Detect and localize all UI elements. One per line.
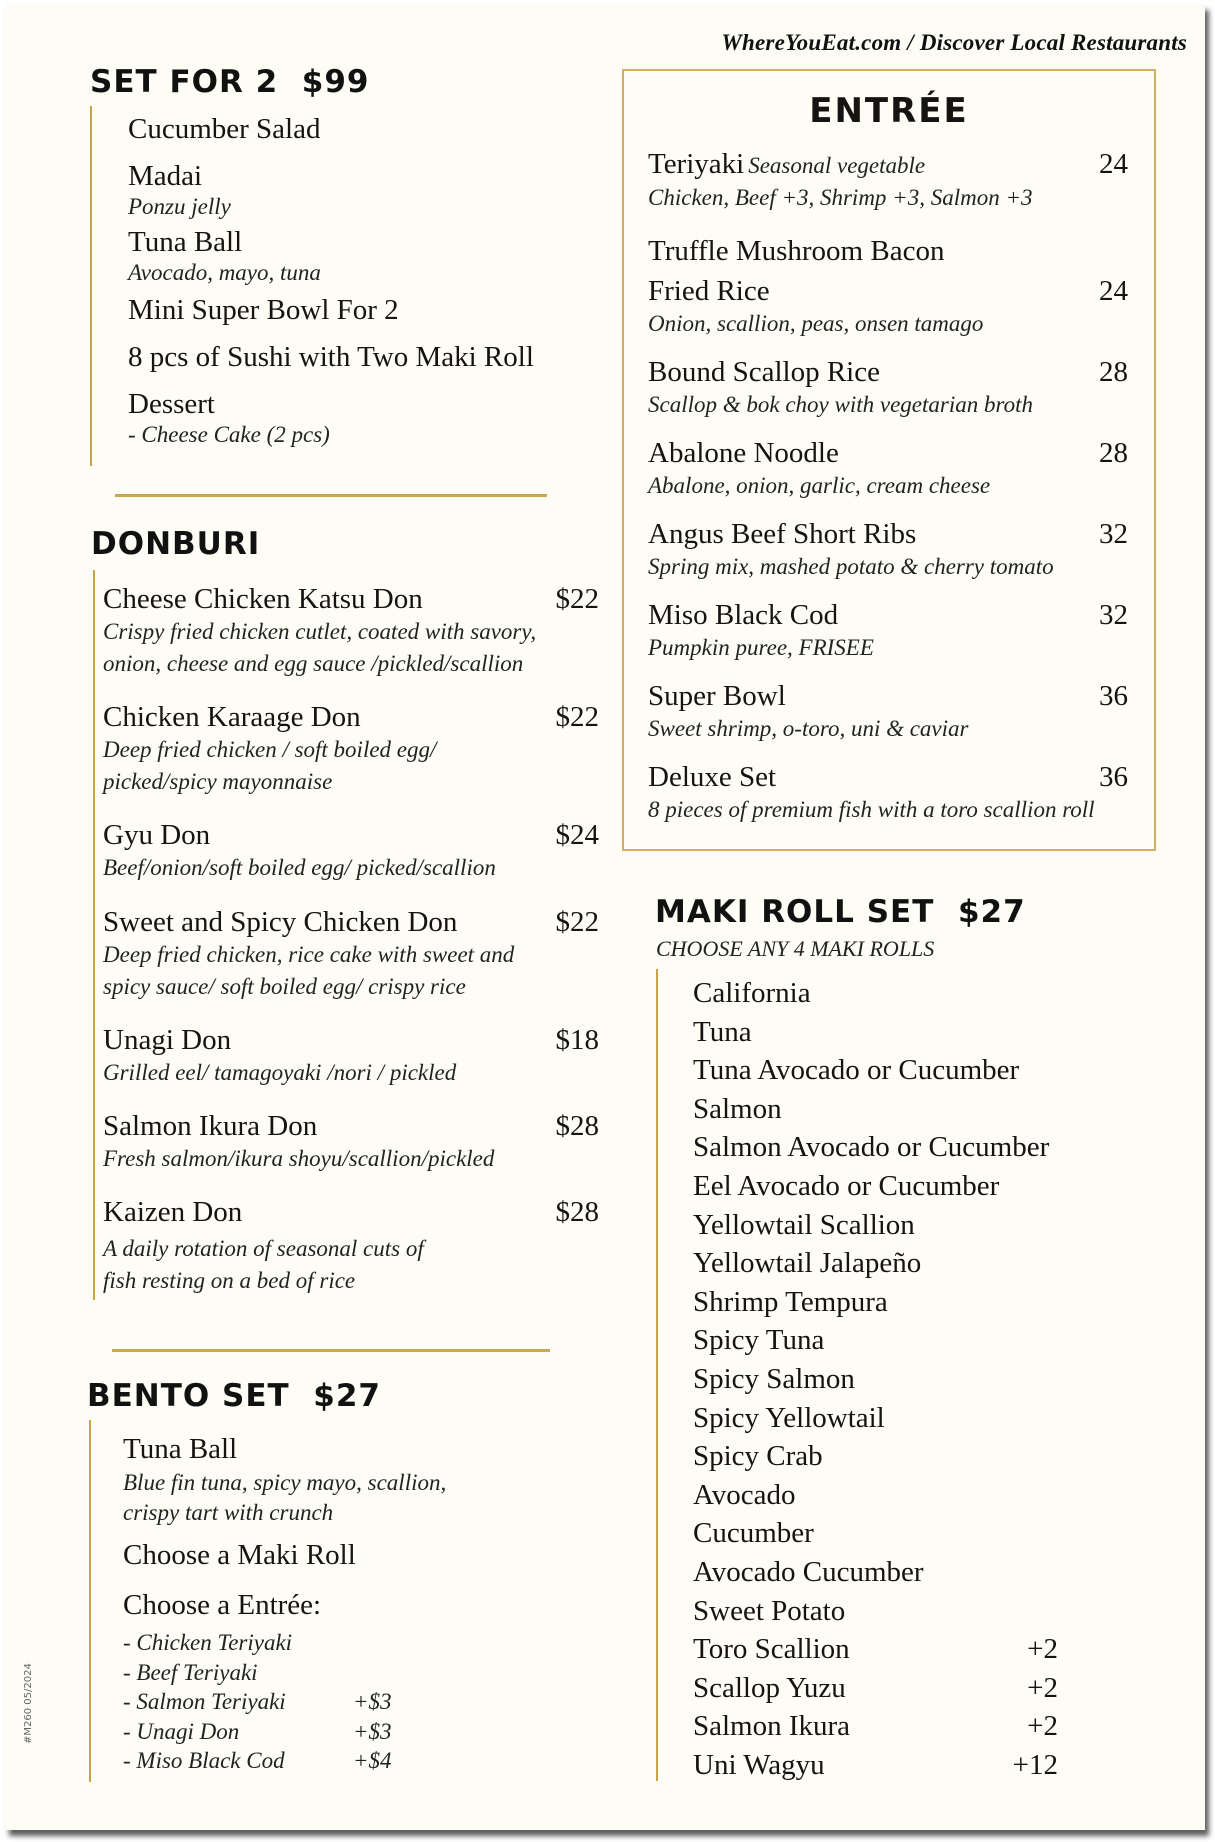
maki-item: Tuna Avocado or Cucumber bbox=[693, 1054, 1020, 1087]
item-name: Abalone Noodle bbox=[648, 437, 839, 469]
item-price: $28 bbox=[555, 1110, 599, 1142]
item-desc: spicy sauce/ soft boiled egg/ crispy rice bbox=[103, 974, 466, 999]
set-item-desc: Avocado, mayo, tuna bbox=[128, 260, 321, 285]
entree-item bbox=[648, 760, 1128, 826]
entree-item bbox=[648, 598, 1128, 679]
donburi-item bbox=[103, 818, 599, 905]
item-price: $24 bbox=[555, 819, 599, 851]
donburi-item bbox=[103, 1195, 599, 1297]
item-desc: 8 pieces of premium fish with a toro scallion roll bbox=[648, 797, 1095, 822]
entree-item bbox=[648, 355, 1128, 436]
item-price: 24 bbox=[1099, 275, 1128, 307]
maki-item: Cucumber bbox=[693, 1517, 814, 1550]
donburi-item bbox=[103, 700, 599, 818]
entree-list bbox=[648, 147, 1128, 826]
item-price: $22 bbox=[555, 906, 599, 938]
watermark: WhereYouEat.com / Discover Local Restaurants bbox=[721, 30, 1187, 55]
bento-tuna-ball: Tuna Ball bbox=[123, 1433, 238, 1465]
divider bbox=[115, 494, 547, 497]
entree-item bbox=[648, 147, 1128, 234]
maki-item: Scallop Yuzu +2 bbox=[693, 1671, 1058, 1704]
maki-item: Sweet Potato bbox=[693, 1594, 846, 1627]
item-name: Cheese Chicken Katsu Don bbox=[103, 583, 423, 615]
item-desc: Grilled eel/ tamagoyaki /nori / pickled bbox=[103, 1060, 457, 1085]
entree-item bbox=[648, 679, 1128, 760]
item-desc: Abalone, onion, garlic, cream cheese bbox=[648, 473, 991, 498]
item-desc: Spring mix, mashed potato & cherry tomato bbox=[648, 554, 1054, 579]
item-price: 36 bbox=[1099, 761, 1128, 793]
maki-item: Tuna bbox=[693, 1015, 752, 1048]
donburi-item bbox=[103, 582, 599, 700]
set-item: Cucumber Salad bbox=[128, 113, 321, 145]
donburi-bar bbox=[93, 570, 95, 1300]
item-desc: Pumpkin puree, FRISEE bbox=[648, 635, 874, 660]
set-item: Mini Super Bowl For 2 bbox=[128, 294, 399, 326]
maki-item: Spicy Yellowtail bbox=[693, 1401, 885, 1434]
item-name: Teriyaki bbox=[648, 148, 745, 180]
bento-option: - Miso Black Cod +$4 bbox=[123, 1748, 392, 1773]
item-inline-desc: Seasonal vegetable bbox=[748, 153, 926, 178]
item-desc: onion, cheese and egg sauce /pickled/scallion bbox=[103, 651, 524, 676]
entree-item bbox=[648, 234, 1128, 274]
item-price: 36 bbox=[1099, 680, 1128, 712]
set-item: Dessert bbox=[128, 388, 215, 420]
bento-tuna-desc: crispy tart with crunch bbox=[123, 1500, 334, 1525]
item-name: Chicken Karaage Don bbox=[103, 701, 361, 733]
bento-option: - Unagi Don +$3 bbox=[123, 1718, 392, 1744]
item-desc: A daily rotation of seasonal cuts of bbox=[103, 1236, 424, 1261]
maki-item: Spicy Salmon bbox=[693, 1362, 855, 1395]
maki-bar bbox=[656, 969, 658, 1781]
item-name: Sweet and Spicy Chicken Don bbox=[103, 906, 458, 938]
maki-item: Eel Avocado or Cucumber bbox=[693, 1169, 1000, 1202]
item-desc: Fresh salmon/ikura shoyu/scallion/pickled bbox=[103, 1146, 495, 1171]
item-price: $22 bbox=[555, 701, 599, 733]
divider bbox=[112, 1349, 550, 1352]
bento-choose-entree: Choose a Entrée: bbox=[123, 1589, 322, 1621]
donburi-list bbox=[103, 582, 599, 1297]
set-for-2-bar bbox=[90, 106, 92, 466]
maki-item: California bbox=[693, 977, 811, 1009]
item-desc: Deep fried chicken / soft boiled egg/ bbox=[103, 737, 437, 762]
maki-subtitle: CHOOSE ANY 4 MAKI ROLLS bbox=[656, 936, 935, 961]
item-desc: picked/spicy mayonnaise bbox=[103, 769, 333, 794]
maki-item: Yellowtail Scallion bbox=[693, 1208, 915, 1241]
entree-item bbox=[648, 517, 1128, 598]
item-name: Deluxe Set bbox=[648, 761, 777, 793]
item-price: $28 bbox=[555, 1196, 599, 1228]
set-item: Tuna Ball bbox=[128, 226, 243, 258]
maki-item: Toro Scallion +2 bbox=[693, 1633, 1058, 1666]
set-item-desc: Ponzu jelly bbox=[128, 194, 231, 219]
donburi-item bbox=[103, 1109, 599, 1195]
item-desc: fish resting on a bed of rice bbox=[103, 1268, 356, 1293]
item-price: 28 bbox=[1099, 437, 1128, 469]
item-desc: Deep fried chicken, rice cake with sweet and bbox=[103, 942, 515, 967]
menu-page bbox=[5, 4, 1205, 1830]
item-name: Gyu Don bbox=[103, 819, 211, 851]
entree-item bbox=[648, 436, 1128, 517]
bento-choose-maki: Choose a Maki Roll bbox=[123, 1539, 356, 1571]
maki-item: Salmon Ikura +2 bbox=[693, 1710, 1058, 1743]
maki-item: Salmon bbox=[693, 1092, 782, 1125]
bento-option: - Chicken Teriyaki bbox=[123, 1630, 293, 1655]
maki-item: Spicy Tuna bbox=[693, 1324, 825, 1357]
set-item-desc: - Cheese Cake (2 pcs) bbox=[128, 422, 330, 447]
item-desc: Crispy fried chicken cutlet, coated with savory, bbox=[103, 619, 537, 644]
item-name: Angus Beef Short Ribs bbox=[648, 518, 917, 550]
bento-option: - Beef Teriyaki bbox=[123, 1659, 258, 1685]
entree-title: ENTRÉE bbox=[809, 91, 969, 131]
item-name: Salmon Ikura Don bbox=[103, 1110, 318, 1142]
item-price: $18 bbox=[555, 1024, 599, 1056]
item-name: Truffle Mushroom Bacon bbox=[648, 235, 945, 267]
maki-item: Salmon Avocado or Cucumber bbox=[693, 1131, 1050, 1164]
bento-title: BENTO SET $27 bbox=[87, 1378, 381, 1414]
bento-option: - Salmon Teriyaki +$3 bbox=[123, 1689, 392, 1714]
set-item: 8 pcs of Sushi with Two Maki Roll bbox=[128, 341, 534, 373]
item-name: Kaizen Don bbox=[103, 1196, 243, 1228]
item-price: 24 bbox=[1099, 148, 1128, 180]
item-name: Fried Rice bbox=[648, 275, 770, 307]
donburi-title: DONBURI bbox=[91, 526, 261, 562]
set-item: Madai bbox=[128, 160, 203, 192]
maki-item: Spicy Crab bbox=[693, 1440, 823, 1473]
maki-item: Uni Wagyu +12 bbox=[693, 1748, 1058, 1781]
item-desc: Onion, scallion, peas, onsen tamago bbox=[648, 311, 984, 336]
maki-item: Avocado bbox=[693, 1478, 796, 1511]
item-price: 32 bbox=[1099, 518, 1128, 550]
bento-tuna-desc: Blue fin tuna, spicy mayo, scallion, bbox=[123, 1470, 447, 1495]
maki-item: Yellowtail Jalapeño bbox=[693, 1247, 922, 1280]
entree-item bbox=[648, 274, 1128, 355]
item-desc: Chicken, Beef +3, Shrimp +3, Salmon +3 bbox=[648, 185, 1033, 210]
item-desc: Beef/onion/soft boiled egg/ picked/scallion bbox=[103, 855, 496, 880]
item-name: Super Bowl bbox=[648, 680, 786, 712]
item-price: $22 bbox=[555, 583, 599, 615]
bento-list bbox=[123, 1432, 446, 1776]
donburi-item bbox=[103, 1023, 599, 1109]
set-for-2-title: SET FOR 2 $99 bbox=[90, 64, 370, 100]
item-desc: Sweet shrimp, o-toro, uni & caviar bbox=[648, 716, 969, 741]
item-name: Miso Black Cod bbox=[648, 599, 839, 631]
entree-box bbox=[622, 69, 1156, 851]
set-for-2-list bbox=[128, 112, 534, 449]
maki-list bbox=[693, 974, 1058, 1784]
item-desc: Scallop & bok choy with vegetarian broth bbox=[648, 392, 1033, 417]
item-name: Bound Scallop Rice bbox=[648, 356, 880, 388]
maki-title: MAKI ROLL SET $27 bbox=[655, 894, 1026, 930]
item-price: 28 bbox=[1099, 356, 1128, 388]
maki-item: Shrimp Tempura bbox=[693, 1285, 888, 1318]
print-code: #M260 05/2024 bbox=[23, 1663, 34, 1744]
bento-bar bbox=[89, 1420, 91, 1782]
item-price: 32 bbox=[1099, 599, 1128, 631]
item-name: Unagi Don bbox=[103, 1024, 232, 1056]
maki-item: Avocado Cucumber bbox=[693, 1555, 924, 1588]
donburi-item bbox=[103, 905, 599, 1023]
